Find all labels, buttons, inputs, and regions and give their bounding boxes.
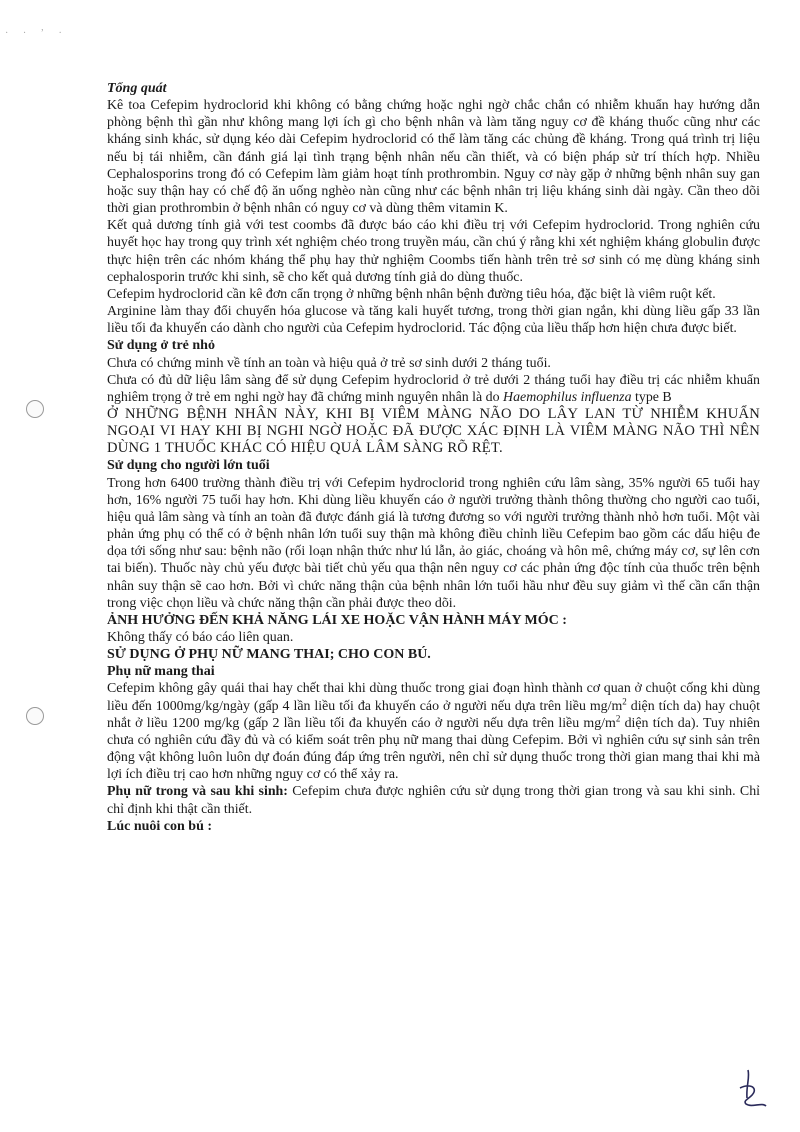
heading-children: Sử dụng ở trẻ nhỏ xyxy=(107,338,215,354)
heading-pregnancy-lactation: SỬ DỤNG Ở PHỤ NỮ MANG THAI; CHO CON BÚ. xyxy=(107,647,431,663)
paragraph-children-1: Chưa có chứng minh về tính an toàn và hiệu quả ở trẻ sơ sinh dưới 2 tháng tuổi. xyxy=(107,355,551,371)
haemophilus-type: type B xyxy=(635,389,672,405)
paragraph-general-1: Kê toa Cefepim hydroclorid khi không có bằng chứng hoặc nghi ngờ chắc chắn có nhiễm khuẩn hay hướng dẫn phòng bệnh thì gần như không mang lợi ích gì cho bệnh nhân và làm tăng nguy cơ đề kháng thuốc cũng như các kháng sinh khác, sử dụng kéo dài Cefepim hydroclorid có thể làm tăng các chủng đề kháng. Trong quá trình trị liệu nếu bị tái nhiễm, cần đánh giá lại tình trạng bệnh nhân nếu cần thiết, và có biện pháp sử trí thích hợp. Nhiều Cephalosporins trong đó có Cefepim làm giảm hoạt tính prothrombin. Nguy cơ này gặp ở những bệnh nhân suy gan hoặc suy thận hay có chế độ ăn uống nghèo nàn cũng như các bệnh nhân trị liệu kháng sinh dài ngày. Cần theo dõi thời gian prothrombin ở bệnh nhân có nguy cơ và dùng thêm vitamin K. xyxy=(107,98,760,217)
paragraph-children-2 xyxy=(107,372,760,406)
heading-driving: ẢNH HƯỞNG ĐẾN KHẢ NĂNG LÁI XE HOẶC VẬN HÀNH MÁY MÓC : xyxy=(107,612,567,628)
punch-hole-top xyxy=(26,400,44,418)
paragraph-general-4: Arginine làm thay đổi chuyển hóa glucose và tăng kali huyết tương, trong thời gian ngắn, khi dùng liều gấp 33 lần liều tối đa khuyến cáo dành cho người của Cefepim hydroclorid. Tác động của liều thấp hơn hiện chưa được biết. xyxy=(107,304,760,337)
paragraph-pregnant: Cefepim không gây quái thai hay chết thai khi dùng thuốc trong giai đoạn hình thành cơ quan ở chuột cống khi dùng liều đến 1000mg/kg/ngày (gấp 4 lần liều tối đa khuyến cáo ở người nếu dựa trên liều $mg/m^2$ diện tích da) hay chuột nhắt ở liều 1200 mg/kg (gấp 2 lần liều tối đa khuyến cáo ở người nếu dựa trên liều $mg/m^2$ diện tích da). Tuy nhiên chưa có nghiên cứu đầy đủ và có kiểm soát trên phụ nữ mang thai dùng Cefepim. Bởi vì nghiên cứu sự sinh sản trên động vật không luôn luôn dự đoán đúng đáp ứng trên người, nên chỉ sử dụng thuốc trong thời gian mang thai khi mà lợi ích điều trị cao hơn những nguy cơ có thể xảy ra. xyxy=(107,681,760,783)
paragraph-during-after-birth: Phụ nữ trong và sau khi sinh: Cefepim chưa được nghiên cứu sử dụng trong thời gian trong và sau khi sinh. Chỉ chỉ định khi thật cần thiết. xyxy=(107,784,760,817)
heading-elderly: Sử dụng cho người lớn tuổi xyxy=(107,458,270,474)
children-warning-caps: Ở NHỮNG BỆNH NHÂN NÀY, KHI BỊ VIÊM MÀNG NÃO DO LÂY LAN TỪ NHIỄM KHUẨN NGOẠI VI HAY KHI BỊ NGHI NGỜ HOẶC ĐÃ ĐƯỢC XÁC ĐỊNH LÀ VIÊM MÀNG NÃO THÌ NÊN DÙNG 1 THUỐC KHÁC CÓ HIỆU QUẢ LÂM SÀNG RÕ RỆT. xyxy=(107,405,760,457)
heading-pregnant-women: Phụ nữ mang thai xyxy=(107,664,215,680)
paragraph-general-3: Cefepim hydroclorid cần kê đơn cẩn trọng ở những bệnh nhân bệnh đường tiêu hóa, đặc biệt là viêm ruột kết. xyxy=(107,286,716,302)
haemophilus-name: Haemophilus influenza xyxy=(503,389,632,405)
paragraph-driving: Không thấy có báo cáo liên quan. xyxy=(107,630,294,645)
punch-hole-bottom xyxy=(26,707,44,725)
scan-specks: · · ʼ · xyxy=(5,28,68,39)
label-during-after-birth: Phụ nữ trong và sau khi sinh: xyxy=(107,784,288,800)
document-body xyxy=(107,80,760,835)
paragraph-elderly: Trong hơn 6400 trường thành điều trị với Cefepim hydroclorid trong nghiên cứu lâm sàng, 35% người 65 tuổi hay hơn, 16% người 75 tuổi hay hơn. Khi dùng liều khuyến cáo ở người trưởng thành thông thường cho người cao tuổi, hiệu quả lâm sàng và tính an toàn đã được đánh giá là tương đương so với người trưởng thành nhỏ hơn tuổi. Một vài phản ứng phụ có thể có ở bệnh nhân lớn tuổi suy thận mà không điều chỉnh liều Cefepim bao gồm các dấu hiệu đe dọa tới sống như sau: bệnh não (rối loạn nhận thức như lú lẫn, ảo giác, choáng và hôn mê, chứng máy cơ, sự lên cơn tai biến). Thuốc này chủ yếu được bài tiết chủ yếu qua thận nên nguy cơ các phản ứng độc tính của thuốc trên bệnh nhân suy thận sẽ cao hơn. Bởi vì chức năng thận của bệnh nhân lớn tuổi hầu như đều suy giảm vì thế cần cẩn thận trong việc chọn liều và chức năng thận cần phải được theo dõi. xyxy=(107,475,760,611)
heading-breastfeeding: Lúc nuôi con bú : xyxy=(107,818,213,834)
paragraph-children-2-text: Chưa có đủ dữ liệu lâm sàng để sử dụng Cefepim hydroclorid ở trẻ dưới 2 tháng tuổi hay điều trị các nhiễm khuẩn nghiêm trọng ở trẻ em nghi ngờ hay đã chứng minh nguyên nhân là do xyxy=(107,372,760,405)
heading-general: Tổng quát xyxy=(107,81,167,96)
paragraph-general-2: Kết quả dương tính giả với test coombs đã được báo cáo khi điều trị với Cefepim hydroclorid. Trong nghiên cứu huyết học hay trong quy trình xét nghiệm chéo trong truyền máu, cần chú ý rằng khi xét nghiệm kháng globulin được thực hiện trên các nhóm kháng thể phụ hay thử nghiệm Coombs tiến hành trên trẻ sơ sinh có mẹ dùng kháng sinh cephalosporin trước khi sinh, sẽ cho kết quả dương tính giả do dùng thuốc. xyxy=(107,218,760,285)
initials-signature xyxy=(734,1068,770,1112)
